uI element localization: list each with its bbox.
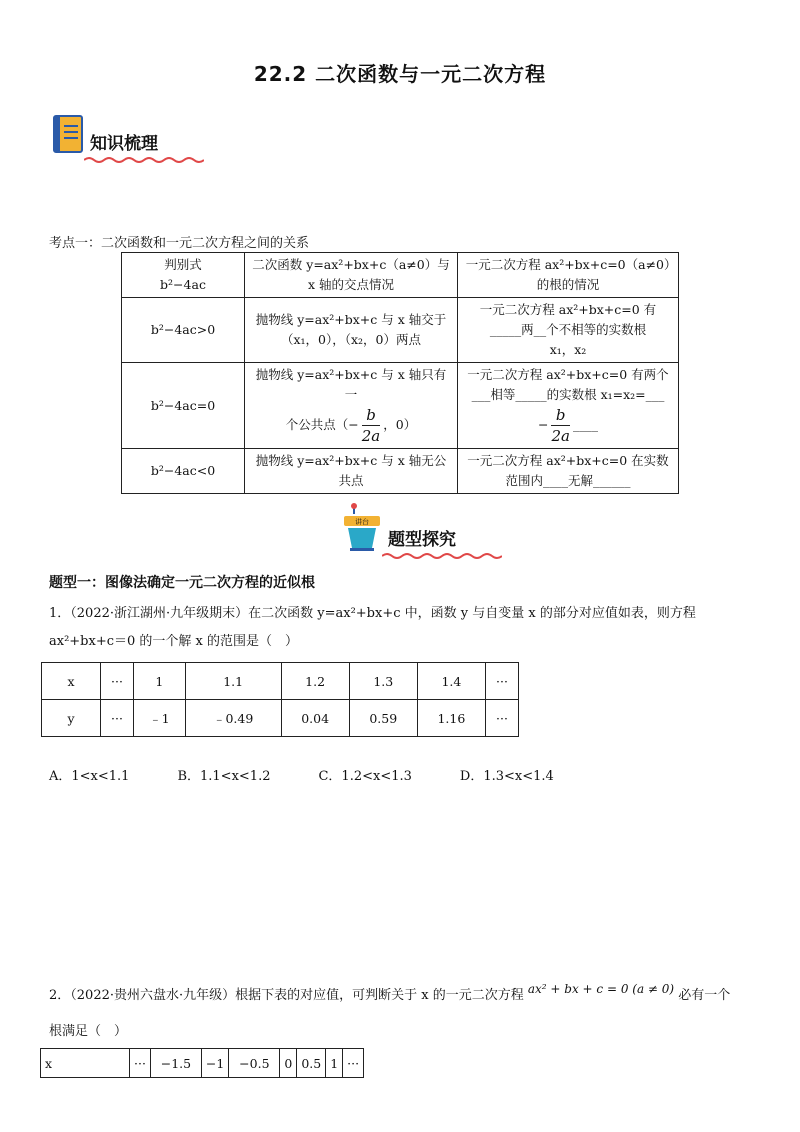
table-cell: b²−4ac<0 xyxy=(122,449,245,494)
question-1-line2: ax²+bx+c＝0 的一个解 x 的范围是（ ） xyxy=(49,634,299,649)
section-knowledge xyxy=(52,114,158,156)
table-cell: 一元二次方程 ax²+bx+c=0 有两个 ___相等_____的实数根 x₁=x₂=___ − $\frac{b}{2a}$ ____ xyxy=(458,363,679,449)
question-2-line1: 2．（2022·贵州六盘水·九年级）根据下表的对应值，可判断关于 x 的一元二次方程 ax² + bx + c = 0 (a ≠ 0) 必有一个 xyxy=(49,982,731,1003)
table-cell: 抛物线 y=ax²+bx+c 与 x 轴交于（x₁，0），（x₂，0）两点 xyxy=(245,298,458,363)
table-header-equation: 一元二次方程 ax²+bx+c=0（a≠0）的根的情况 xyxy=(458,253,679,298)
table-cell: b²−4ac=0 xyxy=(122,363,245,449)
table-header-function: 二次函数 y=ax²+bx+c（a≠0）与 x 轴的交点情况 xyxy=(245,253,458,298)
equation: ax² + bx + c = 0 (a ≠ 0) xyxy=(527,982,675,996)
option-b[interactable]: B．1.1<x<1.2 xyxy=(177,769,271,784)
section-explore xyxy=(340,502,456,552)
option-d[interactable]: D．1.3<x<1.4 xyxy=(459,769,554,784)
fraction-b-over-2a: $\frac{b}{2a}$ xyxy=(551,406,570,445)
podium-badge-text: 讲台 xyxy=(355,518,369,526)
fraction-b-over-2a: $\frac{b}{2a}$ xyxy=(361,406,381,445)
table-cell: 一元二次方程 ax²+bx+c=0 有 _____两__个不相等的实数根 x₁，x₂ xyxy=(458,298,679,363)
table-cell: 一元二次方程 ax²+bx+c=0 在实数 范围内____无解______ xyxy=(458,449,679,494)
option-a[interactable]: A．1<x<1.1 xyxy=(49,769,130,784)
option-c[interactable]: C．1.2<x<1.3 xyxy=(318,769,412,784)
table-cell: 抛物线 y=ax²+bx+c 与 x 轴只有一 个公共点（− $\frac{b}{2a}$ ，0） xyxy=(245,363,458,449)
section-knowledge-label: 知识梳理 xyxy=(90,134,158,154)
wavy-underline xyxy=(84,156,204,164)
podium-icon xyxy=(340,502,384,552)
relation-table xyxy=(121,252,679,494)
section-explore-label: 题型探究 xyxy=(388,530,456,550)
question-2-line2: 根满足（ ） xyxy=(49,1024,128,1039)
table-cell: 抛物线 y=ax²+bx+c 与 x 轴无公共点 xyxy=(245,449,458,494)
answer-options xyxy=(49,765,602,784)
page-title: 22.2 二次函数与一元二次方程 xyxy=(253,62,547,86)
table-header-discriminant: 判别式 b²−4ac xyxy=(122,253,245,298)
book-icon xyxy=(52,114,86,156)
table-row: y ··· ﹣1 ﹣0.49 0.04 0.59 1.16 ··· xyxy=(42,700,519,737)
table-row: x ··· 1 1.1 1.2 1.3 1.4 ··· xyxy=(42,663,519,700)
value-table-2 xyxy=(40,1048,364,1078)
table-cell: b²−4ac>0 xyxy=(122,298,245,363)
intro-text: 考点一：二次函数和一元二次方程之间的关系 xyxy=(49,236,310,251)
question-type-heading: 题型一：图像法确定一元二次方程的近似根 xyxy=(49,575,315,591)
question-1-line1: 1．（2022·浙江湖州·九年级期末）在二次函数 y=ax²+bx+c 中，函数 y 与自变量 x 的部分对应值如表，则方程 xyxy=(49,606,696,621)
value-table-1 xyxy=(41,662,519,737)
table-row: x ··· −1.5 −1 −0.5 0 0.5 1 ··· xyxy=(41,1049,364,1078)
wavy-underline xyxy=(382,552,502,560)
